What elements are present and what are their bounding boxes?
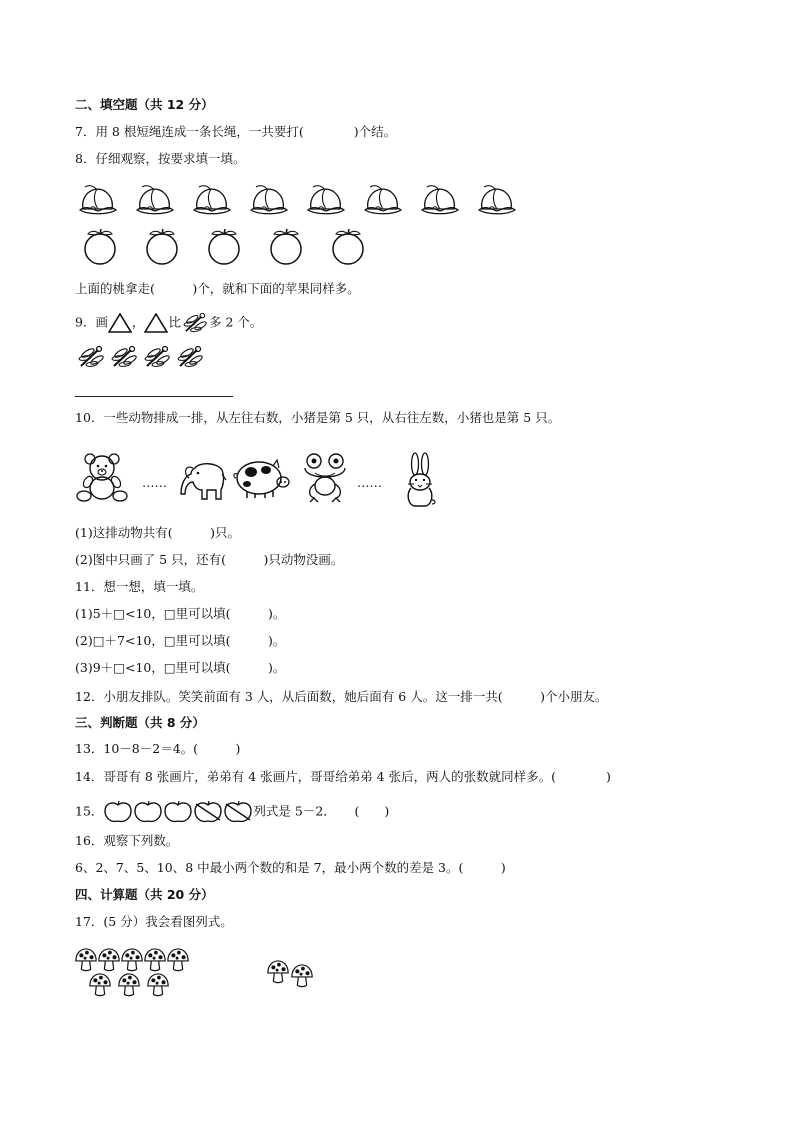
question-9: [75, 312, 262, 334]
pig-icon: [233, 456, 291, 500]
question-14: 14．哥哥有 8 张画片，弟弟有 4 张画片，哥哥给弟弟 4 张后，两人的张数就同样多。( ): [75, 769, 611, 784]
mushroom-icon: [266, 960, 290, 984]
question-9-mid: 比: [168, 314, 181, 330]
mushroom-icon: [97, 948, 121, 972]
orange-icon: [204, 228, 244, 266]
question-10-sub-1: (1)这排动物共有( )只。: [75, 525, 240, 540]
orange-icon: [80, 228, 120, 266]
question-9-sep: ，: [131, 314, 145, 330]
question-13: 13．10－8－2＝4。( ): [75, 741, 241, 756]
question-11-title: 11．想一想，填一填。: [75, 579, 204, 594]
dragonfly-icon: [181, 312, 209, 334]
section-heading-judge: 三、判断题（共 8 分）: [75, 715, 205, 730]
peach-icon: [135, 183, 175, 215]
dragonfly-icon: [142, 345, 172, 369]
question-11-sub-2: (2)□＋7<10，□里可以填( )。: [75, 633, 286, 648]
question-11-sub-1: (1)5＋□<10，□里可以填( )。: [75, 606, 286, 621]
ellipsis-left: ……: [142, 475, 167, 490]
mushroom-icon: [117, 973, 141, 997]
mushroom-icon: [88, 973, 112, 997]
question-17-title: 17．(5 分）我会看图列式。: [75, 914, 233, 929]
apple-icon: [223, 800, 253, 824]
triangle-icon: [144, 313, 168, 333]
frog-icon: [300, 452, 350, 504]
ellipsis-right: ……: [357, 475, 382, 490]
section-heading-fill-blank: 二、填空题（共 12 分）: [75, 97, 214, 112]
peach-icon: [78, 183, 118, 215]
orange-icon: [266, 228, 306, 266]
mushroom-icon: [146, 973, 170, 997]
peach-icon: [249, 183, 289, 215]
mushroom-icon: [120, 948, 144, 972]
peach-icon: [363, 183, 403, 215]
rabbit-icon: [402, 452, 438, 508]
dragonfly-row: [76, 345, 216, 369]
apple-icon: [133, 800, 163, 824]
apple-icon: [103, 800, 133, 824]
question-10-title: 10．一些动物排成一排，从左往右数，小猪是第 5 只，从右往左数，小猪也是第 5 只。: [75, 410, 561, 425]
question-15: [75, 800, 389, 824]
peach-icon: [477, 183, 517, 215]
question-15-prefix: 15．: [75, 803, 104, 819]
orange-row: [80, 228, 380, 268]
peach-icon: [306, 183, 346, 215]
dragonfly-icon: [109, 345, 139, 369]
dragonfly-icon: [76, 345, 106, 369]
apple-row: [103, 800, 253, 824]
peach-row: [78, 183, 538, 217]
question-9-suffix: 多 2 个。: [208, 314, 263, 330]
mushroom-group-1: [74, 948, 184, 998]
question-8-title: 8．仔细观察，按要求填一填。: [75, 151, 246, 166]
answer-drawing-line: [75, 396, 233, 397]
triangle-icon: [108, 313, 132, 333]
question-16-title: 16．观察下列数。: [75, 833, 179, 848]
mushroom-group-2: [266, 960, 326, 990]
orange-icon: [328, 228, 368, 266]
question-16-line: 6、2、7、5、10、8 中最小两个数的和是 7，最小两个数的差是 3。( ): [75, 860, 506, 875]
question-15-suffix: 列式是 5－2． ( ): [253, 803, 390, 819]
question-8-answer: 上面的桃拿走( )个，就和下面的苹果同样多。: [75, 281, 360, 296]
teddy-bear-icon: [76, 452, 130, 504]
peach-icon: [420, 183, 460, 215]
section-heading-calc: 四、计算题（共 20 分）: [75, 887, 214, 902]
mushroom-icon: [166, 948, 190, 972]
peach-icon: [192, 183, 232, 215]
question-12: 12．小朋友排队。笑笑前面有 3 人，从后面数，她后面有 6 人。这一排一共( )个小朋友。: [75, 689, 608, 704]
dragonfly-icon: [175, 345, 205, 369]
question-11-sub-3: (3)9＋□<10，□里可以填( )。: [75, 660, 286, 675]
question-9-prefix: 9．画: [75, 314, 108, 330]
question-10-sub-2: (2)图中只画了 5 只，还有( )只动物没画。: [75, 552, 344, 567]
mushroom-icon: [290, 964, 314, 988]
apple-icon: [163, 800, 193, 824]
orange-icon: [142, 228, 182, 266]
question-7: 7．用 8 根短绳连成一条长绳，一共要打( )个结。: [75, 124, 397, 139]
apple-icon: [193, 800, 223, 824]
elephant-icon: [177, 456, 227, 502]
mushroom-icon: [74, 948, 98, 972]
mushroom-icon: [143, 948, 167, 972]
